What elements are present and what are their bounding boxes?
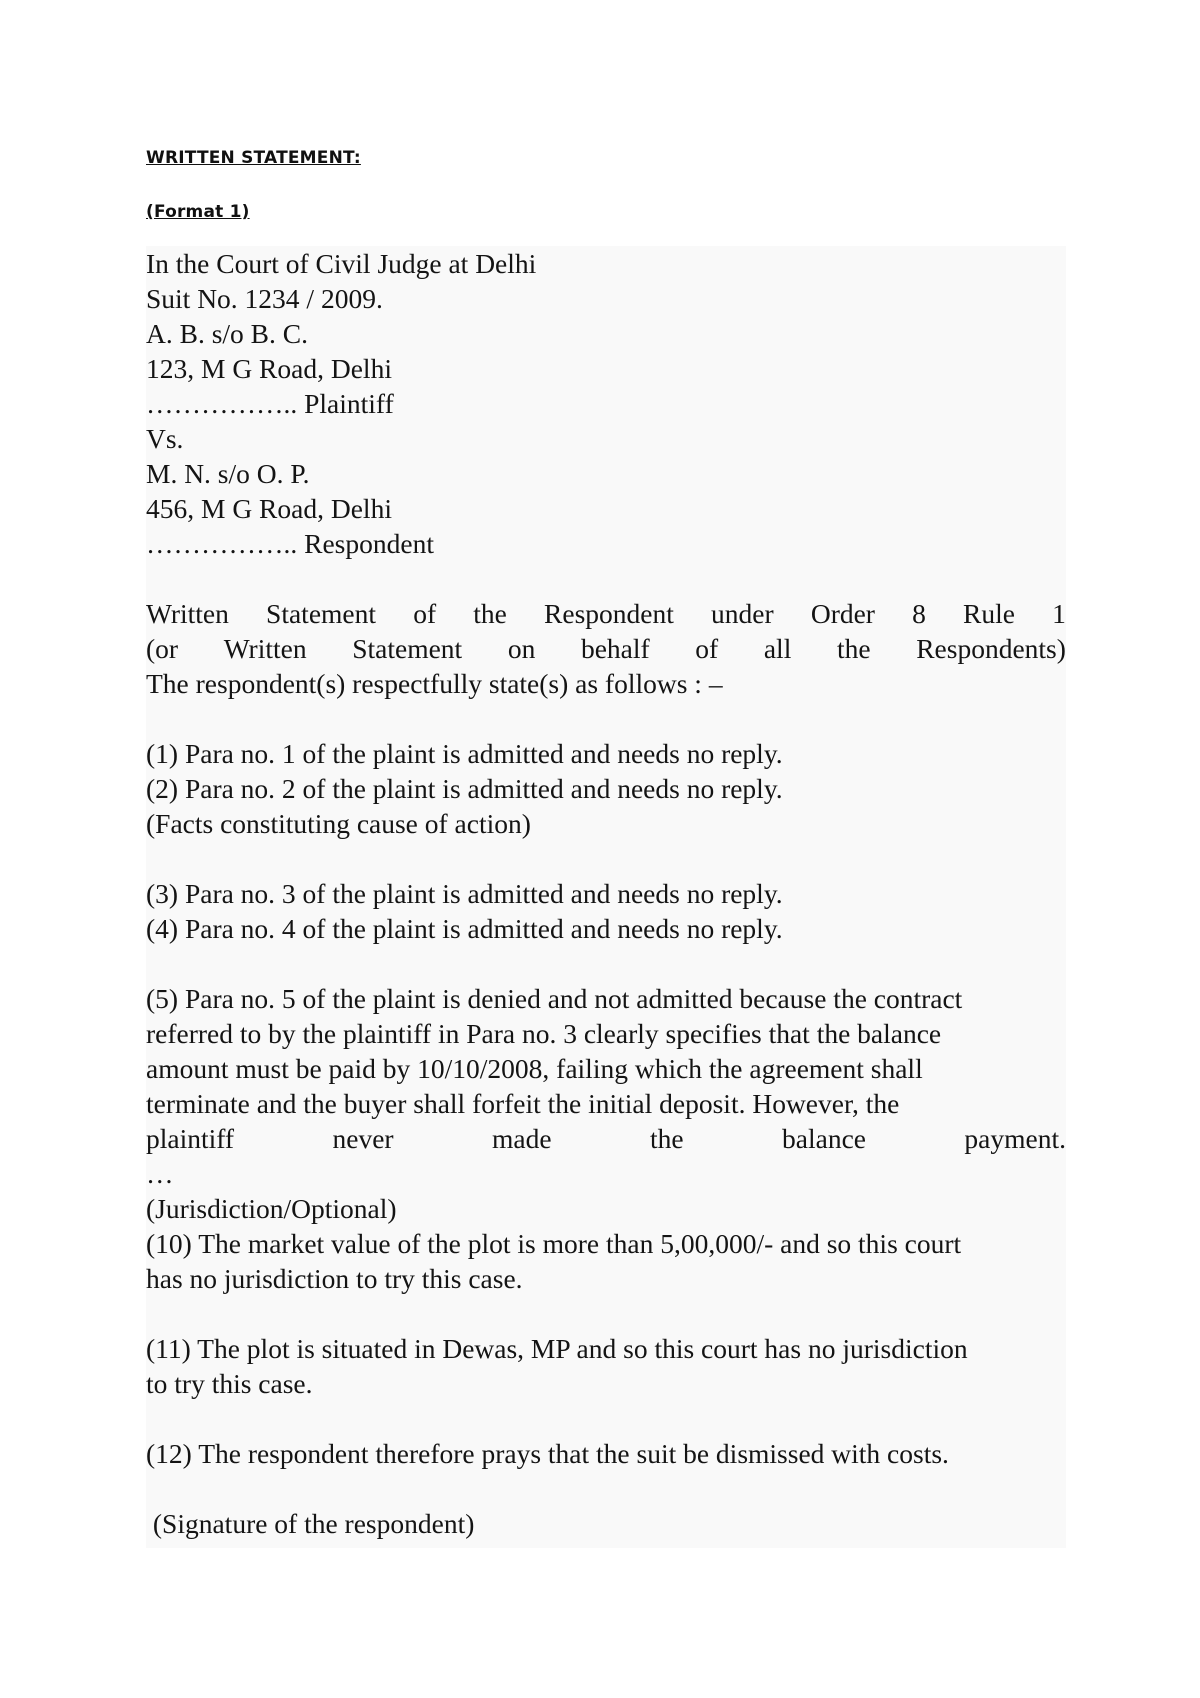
para-5-word: payment. bbox=[964, 1123, 1066, 1154]
intro-word: Statement bbox=[352, 633, 463, 664]
para-12: (12) The respondent therefore prays that the suit be dismissed with costs. bbox=[146, 1438, 949, 1469]
versus-line: Vs. bbox=[146, 423, 184, 454]
intro-line-3: The respondent(s) respectfully state(s) as follows : – bbox=[146, 668, 723, 699]
respondent-name: M. N. s/o O. P. bbox=[146, 458, 310, 489]
para-2: (2) Para no. 2 of the plaint is admitted and needs no reply. bbox=[146, 773, 783, 804]
document-title: WRITTEN STATEMENT: bbox=[146, 148, 361, 168]
para-5-line-3: amount must be paid by 10/10/2008, failing which the agreement shall bbox=[146, 1053, 923, 1084]
para-5-line-4: terminate and the buyer shall forfeit the initial deposit. However, the bbox=[146, 1088, 900, 1119]
para-5-line-1: (5) Para no. 5 of the plaint is denied and not admitted because the contract bbox=[146, 983, 963, 1014]
intro-word: of bbox=[413, 598, 437, 629]
para-11-line-1: (11) The plot is situated in Dewas, MP and so this court has no jurisdiction bbox=[146, 1333, 968, 1364]
para-1: (1) Para no. 1 of the plaint is admitted and needs no reply. bbox=[146, 738, 783, 769]
jurisdiction-heading: (Jurisdiction/Optional) bbox=[146, 1193, 397, 1224]
intro-word: Written bbox=[223, 633, 307, 664]
intro-word: all bbox=[763, 633, 792, 664]
statement-body bbox=[146, 246, 1066, 1548]
intro-word: the bbox=[473, 598, 507, 629]
intro-word: Order bbox=[810, 598, 875, 629]
para-5-word: made bbox=[492, 1123, 552, 1154]
intro-word: behalf bbox=[580, 633, 650, 664]
para-5-word: the bbox=[650, 1123, 684, 1154]
cause-of-action-heading: (Facts constituting cause of action) bbox=[146, 808, 531, 839]
plaintiff-name: A. B. s/o B. C. bbox=[146, 318, 308, 349]
intro-word: Respondent bbox=[544, 598, 674, 629]
respondent-address: 456, M G Road, Delhi bbox=[146, 493, 392, 524]
court-line: In the Court of Civil Judge at Delhi bbox=[146, 248, 537, 279]
para-5-word: plaintiff bbox=[146, 1123, 235, 1154]
intro-word: (or bbox=[146, 633, 179, 664]
plaintiff-role: …………….. Plaintiff bbox=[146, 388, 394, 419]
para-5-line-5 bbox=[146, 1121, 1066, 1156]
signature-line: (Signature of the respondent) bbox=[146, 1508, 475, 1539]
intro-word: 8 bbox=[912, 598, 926, 629]
format-label: (Format 1) bbox=[146, 202, 250, 222]
para-3: (3) Para no. 3 of the plaint is admitted and needs no reply. bbox=[146, 878, 783, 909]
respondent-role: …………….. Respondent bbox=[146, 528, 434, 559]
para-5-line-2: referred to by the plaintiff in Para no. 3 clearly specifies that the balance bbox=[146, 1018, 942, 1049]
intro-word: Written bbox=[146, 598, 229, 629]
intro-line-1 bbox=[146, 596, 1066, 631]
para-11-line-2: to try this case. bbox=[146, 1368, 313, 1399]
ellipsis-line: … bbox=[146, 1158, 174, 1189]
intro-word: the bbox=[836, 633, 871, 664]
intro-word: Respondents) bbox=[916, 633, 1066, 664]
para-10-line-1: (10) The market value of the plot is more than 5,00,000/- and so this court bbox=[146, 1228, 962, 1259]
intro-line-2 bbox=[146, 631, 1066, 666]
para-5-word: balance bbox=[782, 1123, 866, 1154]
intro-word: 1 bbox=[1052, 598, 1066, 629]
suit-number: Suit No. 1234 / 2009. bbox=[146, 283, 383, 314]
para-5-word: never bbox=[332, 1123, 394, 1154]
para-4: (4) Para no. 4 of the plaint is admitted and needs no reply. bbox=[146, 913, 783, 944]
intro-word: Statement bbox=[266, 598, 377, 629]
intro-word: of bbox=[695, 633, 719, 664]
intro-word: Rule bbox=[963, 598, 1015, 629]
intro-word: under bbox=[711, 598, 774, 629]
plaintiff-address: 123, M G Road, Delhi bbox=[146, 353, 392, 384]
para-10-line-2: has no jurisdiction to try this case. bbox=[146, 1263, 523, 1294]
intro-word: on bbox=[507, 633, 536, 664]
